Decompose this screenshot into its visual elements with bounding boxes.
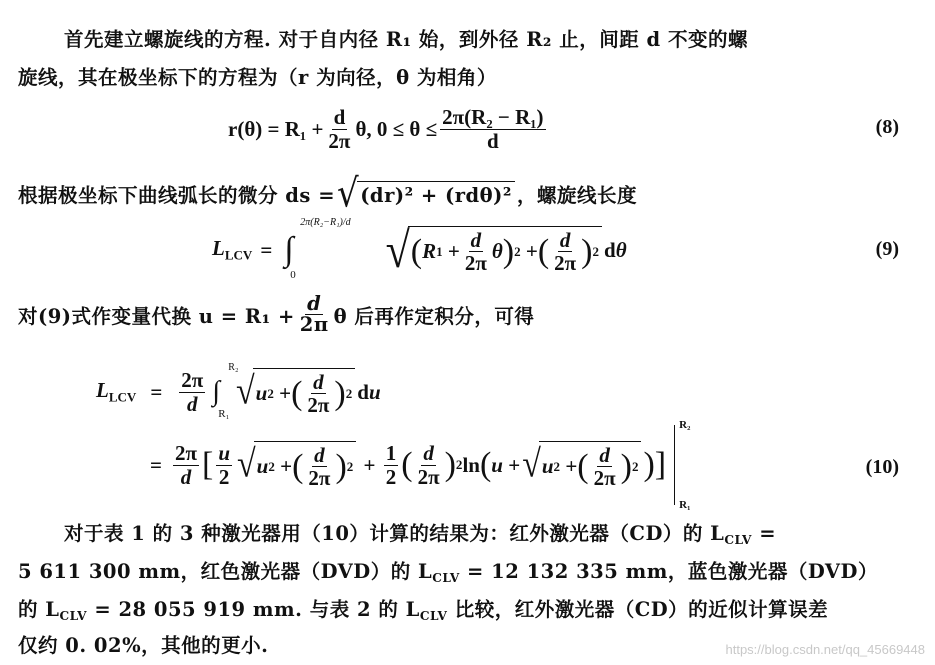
sqrt-ds [337,171,515,217]
eq10-L: L [96,378,109,403]
paragraph-2-line-2: 5 611 300 mm，红色激光器（DVD）的 $L_{CLV} = 12$ 132 335 mm，蓝色激光器（DVD） [18,560,878,586]
equation-8-number: (8) [875,116,899,138]
eq9-L-sub: LCV [224,247,253,263]
paragraph-2-line-3: 的 $L_{CLV} = 28$ 055 919 mm. 与表 2 的 $L_{CLV}$ 比较，红外激光器（CD）的近似计算误差 [18,598,829,624]
sqrt-ds-radicand: (dr)² + (rdθ)² [357,181,515,207]
equation-9: $L_{LCV}$ = ∫ 2π(R₂−R₁)/d 0 √ ( R 1 + $\frac{d}{2\pi}$ θ ) 2 + ( $\frac{d}{2\pi}$ ) 2 dθ [212,217,627,281]
eq10-lower: R₁ [218,408,230,420]
paragraph-1-line-1: 首先建立螺旋线的方程. 对于自内径 R₁ 始，到外径 R₂ 止，间距 d 不变的螺 [64,28,748,51]
eq8-fraction [326,106,352,151]
eq9-lower-limit: 0 [290,269,296,281]
equation-9-number: (9) [875,238,899,260]
eq10-evaluation-bar: R₂ R₁ [674,425,675,505]
eq10-L-sub: LCV [108,389,137,405]
eq8-frac2-den: d [487,128,499,153]
eq8-range: θ, 0 ≤ θ ≤ [355,116,438,141]
arc-length-line [18,171,637,217]
substitution-after: θ 后再作定积分，可得 [333,304,535,328]
eq8-lhs: r(θ) = R₁ + [228,116,324,141]
substitution-text: 对(9)式作变量代换 u = R₁ + [18,304,295,328]
eq8-fraction-2 [440,106,545,151]
equation-10-line-1: $L_{LCV}$ = $\frac{2\pi}{d}$ ∫ R₂ R₁ √ u 2 + ( $\frac{d}{2\pi}$ ) 2 du [96,362,381,420]
eq9-integral: ∫ 2π(R₂−R₁)/d 0 [284,217,351,281]
paragraph-2-line-4: 仅约 0. 02%，其他的更小. [18,634,269,657]
eq10-upper: R₂ [228,362,239,373]
equation-8 [228,100,549,158]
sqrt-sign: √ [337,171,360,217]
eq9-L: L [212,236,225,261]
watermark: https://blog.csdn.net/qq_45669448 [725,642,925,657]
eq8-frac2-num: 2π(R₂ − R₁) [442,105,544,130]
arc-length-after: ，螺旋线长度 [516,184,637,207]
eq9-equals: = [260,237,273,262]
eq9-sqrt: √ ( R 1 + $\frac{d}{2\pi}$ θ ) 2 + ( $\frac{d}{2\pi}$ ) 2 [386,225,602,276]
equation-10-number: (10) [865,456,899,478]
eq8-frac-den: 2π [328,128,351,153]
equation-10-line-2: = $\frac{2\pi}{d}$ [ $\frac{u}{2}$ √ u 2 + ( $\frac{d}{2\pi}$ ) 2 + $\frac{1}{2}$ ( $\frac{d}{2\pi}$ ) 2 ln ( u + √ u 2 + ( $\frac{d}{2\pi}$ ) 2 ) ] R₂ R₁ [150,419,691,511]
paragraph-1-line-2: 旋线，其在极坐标下的方程为（r 为向径，θ 为相角） [18,66,497,89]
eq9-upper-limit: 2π(R₂−R₁)/d [300,217,351,228]
substitution-line: 对(9)式作变量代换 u = R₁ + $\frac{d}{2\pi}$ θ 后再作定积分，可得 [18,292,535,337]
eq8-frac-num: d [333,105,346,130]
arc-length-text: 根据极坐标下曲线弧长的微分 ds = [18,184,336,207]
paragraph-2-line-1: 对于表 1 的 3 种激光器用（10）计算的结果为：红外激光器（CD）的 $L_{CLV}$ = [64,522,777,548]
